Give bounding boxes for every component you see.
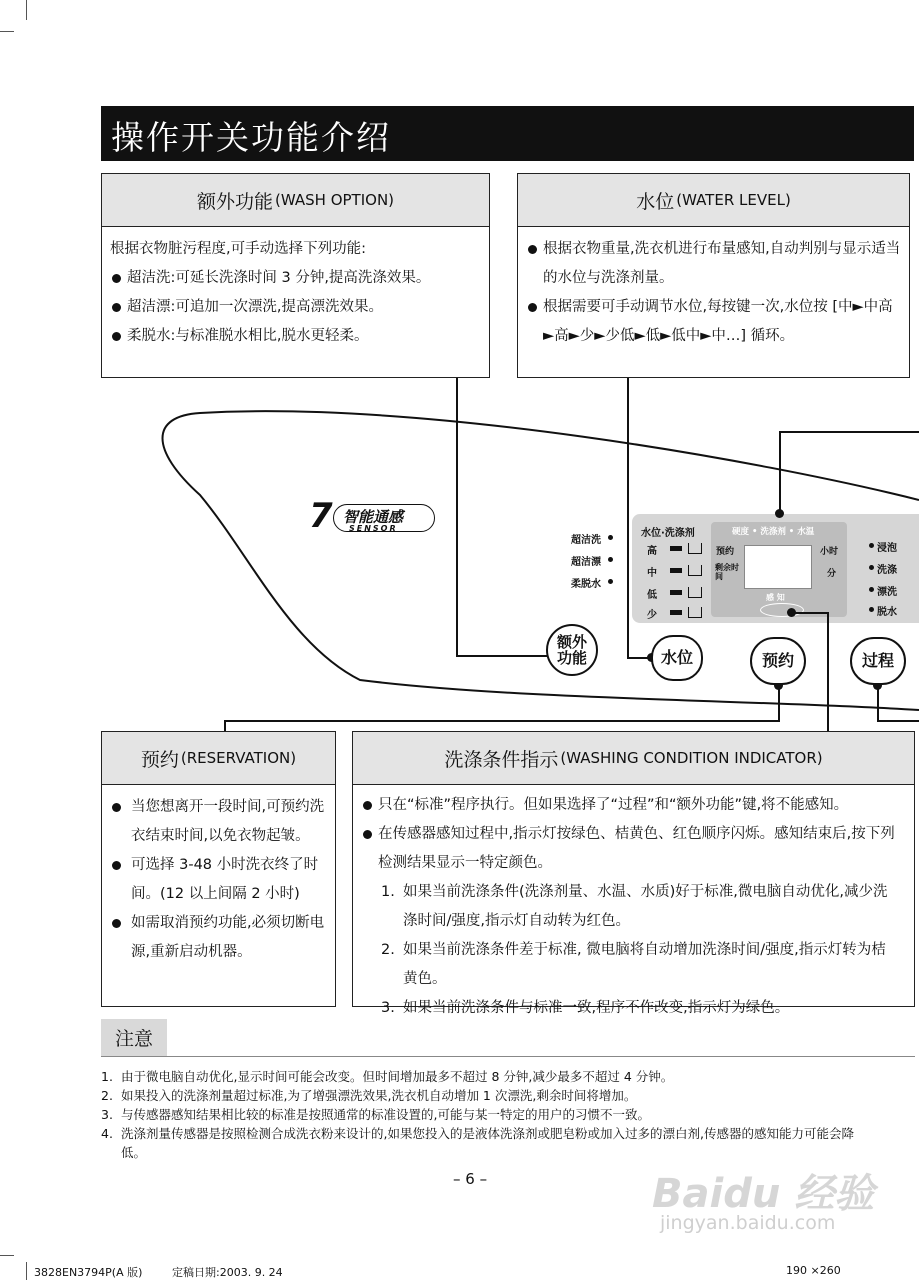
callout-line [779,431,919,433]
lcd-header: 硬度 • 洗涤剂 • 水温 [732,527,815,537]
lcd-hour-label: 小时 [820,547,839,557]
reservation-item: 当您想离开一段时间,可预约洗衣结束时间,以免衣物起皱。 [110,793,327,851]
notice-number: 4. [101,1126,113,1141]
notice-number: 2. [101,1088,113,1103]
indicator-dot [869,543,874,548]
callout-dot [787,608,796,617]
crop-mark [0,31,14,32]
notice-number: 3. [101,1107,113,1122]
page-title: 操作开关功能介绍 [111,118,391,157]
wash-option-item: 柔脱水:与标准脱水相比,脱水更轻柔。 [110,322,481,351]
sub-item-number: 2. [381,942,395,958]
water-level-min: 少 [647,610,657,621]
indicator-sub-item [381,994,900,1023]
reservation-title: 预约 [140,748,179,771]
option-label-superrinse: 超洁漂 [571,557,601,568]
watermark-url: jingyan.baidu.com [660,1212,836,1234]
detergent-cup-icon [688,565,702,576]
water-level-button[interactable] [651,635,703,681]
wash-option-button-label: 额外功能 [556,633,587,667]
notice-item [101,1124,861,1162]
sub-item-text: 如果当前洗涤条件(洗涤剂量、水温、水质)好于标准,微电脑自动优化,减少洗涤时间/强度,指示灯自动转为红色。 [403,884,888,929]
divider [101,1056,915,1057]
indicator-title: 洗涤条件指示 [444,748,559,771]
callout-line [827,612,829,732]
callout-line [779,431,781,513]
notice-item [101,1105,861,1124]
footer-date: 定稿日期:2003. 9. 24 [172,1266,283,1279]
callout-line [456,655,553,657]
indicator-dot [869,587,874,592]
title-bar [101,106,914,161]
sub-item-number: 3. [381,1000,395,1016]
callout-line [456,378,458,656]
callout-line [224,720,780,722]
wash-option-title-en: (WASH OPTION) [275,191,395,209]
reservation-button-label: 预约 [761,651,794,670]
water-level-low: 低 [647,590,657,601]
lcd-screen [744,545,812,589]
indicator-title-en: (WASHING CONDITION INDICATOR) [560,749,823,767]
detergent-cup-icon [688,587,702,598]
page-number: – 6 – [453,1170,488,1188]
lcd-remaining-label: 剩余时间 [715,563,739,581]
detergent-cup-icon [688,607,702,618]
water-level-button-label: 水位 [660,648,693,667]
wash-option-intro: 根据衣物脏污程度,可手动选择下列功能: [110,241,366,257]
notice-item [101,1086,861,1105]
indicator-sub-item [381,878,900,936]
notice-text: 由于微电脑自动优化,显示时间可能会改变。但时间增加最多不超过 8 分钟,减少最多不超过 4 分钟。 [121,1069,674,1084]
footer-doc-code: 3828EN3794P(A 版) [34,1266,143,1279]
process-button-label: 过程 [861,651,894,670]
callout-line [877,686,879,722]
wash-option-title: 额外功能 [196,190,273,213]
process-rinse: 漂洗 [877,587,897,598]
indicator-box [352,731,915,1016]
sensor-logo [309,498,434,538]
option-label-softspin: 柔脱水 [571,579,601,590]
indicator-dot [608,535,613,540]
lcd-minute-label: 分 [827,569,837,579]
indicator-dot [869,565,874,570]
callout-dot [775,509,784,518]
process-wash: 洗涤 [877,565,897,576]
indicator-dot [608,579,613,584]
water-level-title: 水位 [636,190,675,213]
notice-number: 1. [101,1069,113,1084]
reservation-title-en: (RESERVATION) [180,749,297,767]
reservation-header [102,732,335,785]
process-soak: 浸泡 [877,543,897,554]
wash-option-box [101,173,490,378]
process-spin: 脱水 [877,607,897,618]
indicator-header [353,732,914,785]
callout-line [791,612,828,614]
notice-text: 洗涤剂量传感器是按照检测合成洗衣粉来设计的,如果您投入的是液体洗涤剂或肥皂粉或加入过多的漂白剂,传感器的感知能力可能会降低。 [121,1126,854,1160]
notice-list [101,1067,861,1162]
reservation-box [101,731,336,1007]
indicator-dot [608,557,613,562]
lcd-sense-label: 感 知 [766,593,785,602]
reservation-item: 可选择 3-48 小时洗衣终了时间。(12 以上间隔 2 小时) [110,851,327,909]
process-button[interactable] [850,637,906,685]
detergent-cup-icon [688,543,702,554]
indicator-item: 只在“标准”程序执行。但如果选择了“过程”和“额外功能”键,将不能感知。 [361,791,900,820]
wash-option-button[interactable] [546,624,598,676]
water-level-header [518,174,909,227]
crop-mark [0,1255,14,1256]
wash-option-item: 超洁洗:可延长洗涤时间 3 分钟,提高洗涤效果。 [110,264,481,293]
footer-size: 190 ×260 [786,1264,841,1277]
wash-option-item: 超洁漂:可追加一次漂洗,提高漂洗效果。 [110,293,481,322]
notice-item [101,1067,861,1086]
water-level-item: 根据需要可手动调节水位,每按键一次,水位按 [中►中高►高►少►少低►低►低中►中…] 循环。 [526,293,901,351]
logo-sub: SENSOR [349,524,398,533]
notice-title: 注意 [101,1019,167,1056]
water-level-mid: 中 [647,568,657,579]
indicator-sub-item [381,936,900,994]
option-label-superwash: 超洁洗 [571,535,601,546]
level-bar [670,568,682,573]
logo-number: 7 [309,496,333,536]
logo-text: 智能通感 [343,508,404,526]
callout-line [627,378,629,658]
water-header: 水位·洗涤剂 [641,528,695,539]
water-level-box [517,173,910,378]
indicator-dot [869,607,874,612]
callout-line [877,720,919,722]
watermark-brand: Baidu 经验 [652,1171,875,1217]
sub-item-number: 1. [381,884,395,900]
notice-text: 如果投入的洗涤剂量超过标准,为了增强漂洗效果,洗衣机自动增加 1 次漂洗,剩余时间将增加。 [121,1088,637,1103]
water-level-item: 根据衣物重量,洗衣机进行布量感知,自动判别与显示适当的水位与洗涤剂量。 [526,235,901,293]
indicator-item: 在传感器感知过程中,指示灯按绿色、桔黄色、红色顺序闪烁。感知结束后,按下列检测结果显示一特定颜色。 [361,820,900,878]
reservation-button[interactable] [750,637,806,685]
level-bar [670,546,682,551]
sense-indicator-icon [760,603,804,617]
crop-mark [26,0,27,20]
water-level-title-en: (WATER LEVEL) [676,191,791,209]
sub-item-text: 如果当前洗涤条件差于标准, 微电脑将自动增加洗涤时间/强度,指示灯转为桔黄色。 [403,942,886,987]
level-bar [670,610,682,615]
reservation-item: 如需取消预约功能,必须切断电源,重新启动机器。 [110,909,327,967]
callout-line [778,686,780,722]
notice-text: 与传感器感知结果相比较的标准是按照通常的标准设置的,可能与某一特定的用户的习惯不一致。 [121,1107,650,1122]
water-level-high: 高 [647,546,657,557]
sub-item-text: 如果当前洗涤条件与标准一致,程序不作改变,指示灯为绿色。 [403,1000,790,1016]
wash-option-header [102,174,489,227]
level-bar [670,590,682,595]
crop-mark [26,1262,27,1280]
lcd-reservation-label: 预约 [716,547,735,557]
